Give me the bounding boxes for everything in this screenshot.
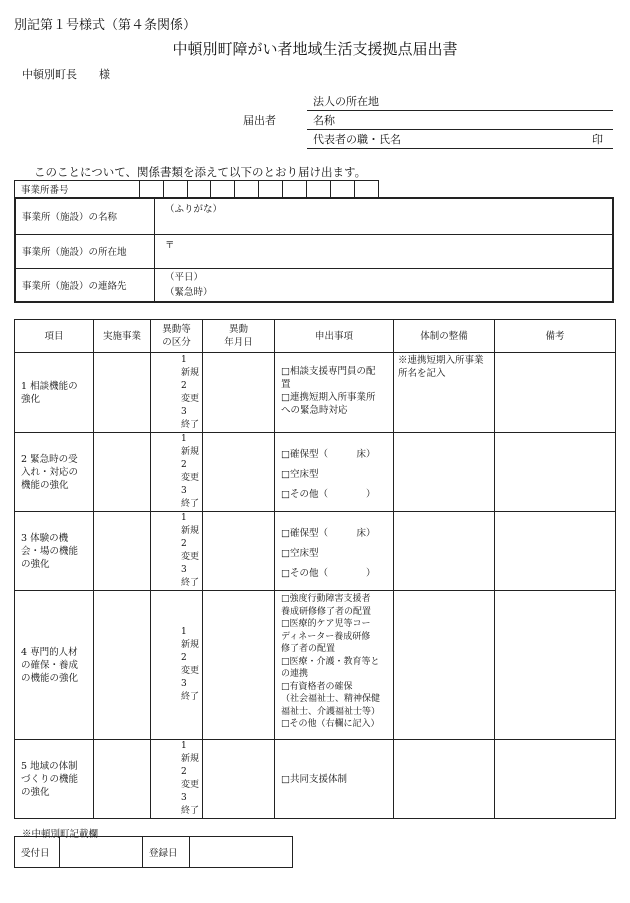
table-row — [15, 591, 616, 740]
request-cell — [275, 433, 394, 512]
emergency-contact: （緊急時） — [165, 286, 213, 298]
applicant-representative-label: 代表者の職・氏名 — [313, 133, 401, 146]
remarks-cell[interactable] — [495, 353, 616, 433]
checkbox-option[interactable]: □空床型 — [281, 548, 319, 559]
office-number-digit[interactable] — [283, 181, 307, 198]
office-info-table — [14, 197, 614, 303]
office-name-field[interactable] — [155, 198, 614, 234]
checkbox-option[interactable]: □医療・介護・教育等と の連携 — [281, 656, 380, 679]
service-cell[interactable] — [94, 591, 151, 740]
service-cell[interactable] — [94, 512, 151, 591]
change-option: 2 変更 — [181, 380, 200, 404]
service-cell[interactable] — [94, 353, 151, 433]
request-cell — [275, 740, 394, 819]
change-option: 1 新規 — [181, 354, 200, 378]
applicant-name-line[interactable] — [307, 113, 613, 130]
office-number-digit[interactable] — [187, 181, 211, 198]
office-number-digit[interactable] — [139, 181, 163, 198]
document-title: 中頓別町障がい者地域生活支援拠点届出書 — [172, 40, 458, 58]
checkbox-option[interactable]: □強度行動障害支援者 養成研修修了者の配置 — [281, 594, 372, 617]
change-date-cell[interactable] — [203, 433, 275, 512]
checkbox-option[interactable]: □連携短期入所事業所 への緊急時対応 — [281, 392, 376, 416]
office-number-digit[interactable] — [307, 181, 331, 198]
checkbox-option[interactable]: □その他（ ） — [281, 568, 376, 579]
remarks-cell[interactable] — [495, 433, 616, 512]
form-number: 別記第１号様式（第４条関係） — [14, 18, 197, 33]
service-cell[interactable] — [94, 433, 151, 512]
postal-mark: 〒 — [165, 239, 175, 251]
change-option: 3 終了 — [181, 793, 200, 816]
system-cell[interactable] — [394, 512, 495, 591]
change-option: 1 新規 — [181, 434, 200, 457]
change-option: 3 終了 — [181, 679, 200, 702]
system-cell[interactable] — [394, 740, 495, 819]
header-remarks: 備考 — [495, 320, 616, 353]
change-date-cell[interactable] — [203, 512, 275, 591]
change-option: 1 新規 — [181, 513, 200, 536]
applicant-address-label: 法人の所在地 — [313, 95, 379, 108]
request-cell — [275, 512, 394, 591]
change-option: 3 終了 — [181, 406, 200, 430]
request-cell — [275, 353, 394, 433]
item-cell: 3 体験の機 会・場の機能 の強化 — [15, 512, 94, 591]
header-request: 申出事項 — [275, 320, 394, 353]
change-type-cell[interactable] — [151, 433, 203, 512]
registered-date-label: 登録日 — [143, 837, 190, 868]
office-number-digit[interactable] — [211, 181, 235, 198]
header-change-type: 異動等 の区分 — [151, 320, 203, 353]
office-number-digit[interactable] — [331, 181, 355, 198]
office-number-label: 事業所番号 — [15, 181, 140, 198]
office-number-digit[interactable] — [235, 181, 259, 198]
request-cell — [275, 591, 394, 740]
registered-date-field[interactable] — [190, 837, 293, 868]
remarks-cell[interactable] — [495, 512, 616, 591]
change-option: 2 変更 — [181, 460, 200, 483]
change-date-cell[interactable] — [203, 353, 275, 433]
table-row — [15, 433, 616, 512]
change-option: 2 変更 — [181, 539, 200, 562]
checkbox-option[interactable]: □確保型（ 床） — [281, 528, 376, 539]
header-system: 体制の整備 — [394, 320, 495, 353]
applicant-label: 届出者 — [243, 114, 276, 127]
system-cell[interactable] — [394, 433, 495, 512]
table-row — [15, 353, 616, 433]
change-option: 3 終了 — [181, 486, 200, 509]
checkbox-option[interactable]: □有資格者の確保 （社会福祉士、精神保健 福祉士、介護福祉士等） — [281, 681, 381, 717]
function-table — [14, 319, 616, 819]
seal-mark: 印 — [592, 133, 603, 146]
office-number-table — [14, 180, 379, 198]
checkbox-option[interactable]: □医療的ケア児等コー ディネーター養成研修 修了者の配置 — [281, 619, 371, 654]
service-cell[interactable] — [94, 740, 151, 819]
statement: このことについて、関係書類を添えて以下のとおり届け出ます。 — [34, 165, 367, 179]
change-date-cell[interactable] — [203, 740, 275, 819]
change-option: 3 終了 — [181, 565, 200, 588]
change-type-cell[interactable] — [151, 512, 203, 591]
change-type-cell[interactable] — [151, 591, 203, 740]
checkbox-option[interactable]: □その他（右欄に記入） — [281, 719, 380, 729]
change-option: 1 新規 — [181, 627, 200, 650]
checkbox-option[interactable]: □共同支援体制 — [281, 773, 347, 785]
checkbox-option[interactable]: □相談支援専門員の配 置 — [281, 366, 376, 390]
received-date-field[interactable] — [60, 837, 143, 868]
item-cell: 5 地域の体制 づくりの機能 の強化 — [15, 740, 94, 819]
item-cell: 1 相談機能の 強化 — [15, 353, 94, 433]
received-date-label: 受付日 — [15, 837, 60, 868]
furigana-label: （ふりがな） — [165, 204, 223, 215]
checkbox-option[interactable]: □確保型（ 床） — [281, 449, 376, 460]
system-cell[interactable]: ※連携短期入所事業 所名を記入 — [394, 353, 495, 433]
change-type-cell[interactable] — [151, 353, 203, 433]
office-address-field[interactable] — [155, 234, 614, 268]
weekday-contact: （平日） — [165, 271, 204, 283]
change-option: 2 変更 — [181, 653, 200, 676]
header-change-date: 異動 年月日 — [203, 320, 275, 353]
item-cell: 2 緊急時の受 入れ・対応の 機能の強化 — [15, 433, 94, 512]
change-option: 1 新規 — [181, 741, 200, 764]
applicant-address-line[interactable] — [307, 94, 613, 111]
applicant-name-label: 名称 — [313, 114, 335, 127]
office-contact-label: 事業所（施設）の連絡先 — [15, 268, 155, 302]
header-item: 項目 — [15, 320, 94, 353]
office-name-label: 事業所（施設）の名称 — [15, 198, 155, 234]
checkbox-option[interactable]: □その他（ ） — [281, 489, 376, 500]
table-row — [15, 512, 616, 591]
item-cell: 4 専門的人材 の確保・養成 の機能の強化 — [15, 591, 94, 740]
applicant-representative-line[interactable] — [307, 132, 613, 149]
office-number-digit[interactable] — [259, 181, 283, 198]
addressee: 中頓別町長 様 — [22, 68, 110, 81]
table-row — [15, 740, 616, 819]
change-option: 2 変更 — [181, 767, 200, 790]
remarks-cell[interactable] — [495, 591, 616, 740]
change-type-cell[interactable] — [151, 740, 203, 819]
checkbox-option[interactable]: □空床型 — [281, 469, 319, 480]
change-date-cell[interactable] — [203, 591, 275, 740]
office-contact-field[interactable] — [155, 268, 614, 302]
office-number-digit[interactable] — [163, 181, 187, 198]
office-address-label: 事業所（施設）の所在地 — [15, 234, 155, 268]
header-service: 実施事業 — [94, 320, 151, 353]
municipal-note: ※中頓別町記載欄 — [22, 829, 99, 840]
system-cell[interactable] — [394, 591, 495, 740]
municipal-record-table — [14, 836, 293, 868]
office-number-digit[interactable] — [354, 181, 378, 198]
remarks-cell[interactable] — [495, 740, 616, 819]
